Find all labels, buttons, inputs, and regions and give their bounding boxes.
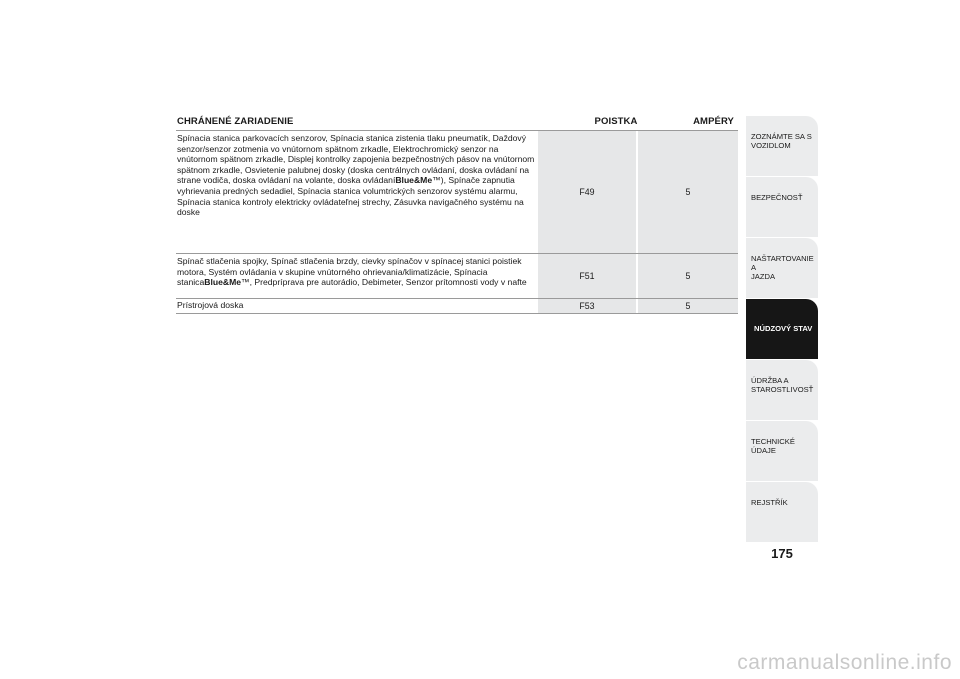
- watermark: carmanualsonline.info: [737, 651, 952, 674]
- fuse-cell: F51: [538, 254, 636, 298]
- tab-label: TECHNICKÉ ÚDAJE: [751, 437, 795, 456]
- protected-device-cell: Prístrojová doska: [177, 300, 244, 310]
- tab-label: ZOZNÁMTE SA S: [751, 132, 812, 141]
- tab-safety[interactable]: [746, 177, 818, 237]
- ampere-cell: 5: [638, 254, 738, 298]
- tab-index[interactable]: [746, 482, 818, 542]
- fuse-table: [176, 114, 738, 314]
- tab-label: JAZDA: [751, 272, 776, 282]
- tab-label: NÚDZOVÝ STAV: [754, 324, 813, 334]
- tab-get-to-know-vehicle[interactable]: [746, 116, 818, 176]
- tab-starting-driving[interactable]: [746, 238, 818, 298]
- header-amperes: AMPÉRY: [693, 116, 734, 127]
- table-header: [176, 114, 738, 131]
- table-row: [176, 254, 738, 299]
- tab-label: REJSTŘÍK: [751, 498, 788, 507]
- tab-label: BEZPEČNOSŤ: [751, 193, 803, 202]
- ampere-cell: 5: [638, 131, 738, 253]
- page-number: 175: [771, 546, 793, 561]
- tab-maintenance-care[interactable]: [746, 360, 818, 420]
- tab-label: VOZIDLOM: [751, 141, 791, 151]
- ampere-cell: 5: [638, 299, 738, 313]
- protected-device-cell: Spínač stlačenia spojky, Spínač stlačenia brzdy, cievky spínačov v spínacej stanici poistiek motora, Systém ovládania v skupine vnútorného ohrievania/klimatizácie, Spínacia stanicaBlue&Me™, Predpríprava pre autorádio, Debimeter, Senzor prítomnosti vody v nafte: [177, 256, 527, 288]
- tab-label: NAŠTARTOVANIE A: [751, 254, 814, 273]
- table-row: [176, 131, 738, 254]
- tab-label: STAROSTLIVOSŤ: [751, 385, 814, 395]
- brand-name: Blue&Me: [204, 277, 242, 288]
- protected-device-cell: Spínacia stanica parkovacích senzorov, Spínacia stanica zistenia tlaku pneumatík, Daždový senzor/senzor zotmenia vo vnútornom spätnom zrkadle, Elektrochromický senzor na vnútornom spätnom zrkadle, Displej kontrolky zapojenia bezpečnostných pásov na vnútornom spätnom zrkadle, Osvietenie palubnej dosky (doska centrálnych ovládaní, doska ovládaní na strane vodiča, doska ovládaní na volante, doska ovládaníBlue&Me™), Spínače zapnutia vyhrievania predných sedadiel, Spínacia stanica volumtrických senzorov systému alarmu, Spínacia stanica kontroly elektricky ovládateľnej strechy, Zásuvka navigačného systému na doske: [177, 133, 535, 218]
- header-protected-device: CHRÁNENÉ ZARIADENIE: [177, 116, 294, 127]
- table-row: [176, 299, 738, 314]
- tab-emergency[interactable]: [746, 299, 818, 359]
- tab-label: ÚDRŽBA A: [751, 376, 789, 385]
- fuse-cell: F49: [538, 131, 636, 253]
- tab-technical-data[interactable]: [746, 421, 818, 481]
- header-fuse: POISTKA: [594, 116, 638, 127]
- chapter-tabs: [746, 116, 818, 543]
- fuse-cell: F53: [538, 299, 636, 313]
- brand-name: Blue&Me: [395, 175, 433, 186]
